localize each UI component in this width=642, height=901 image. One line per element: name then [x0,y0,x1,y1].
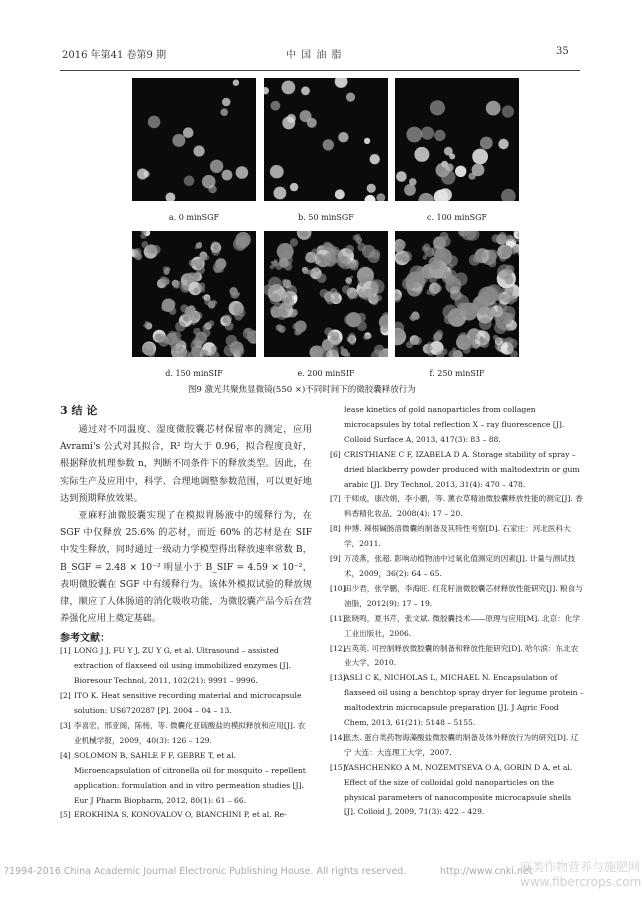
microcapsule-fragment [364,334,369,339]
microcapsule-particle [406,127,422,143]
microcapsule-particle [346,93,355,102]
microcapsule-fragment [201,350,207,356]
microcapsule-fragment [154,334,161,341]
microcapsule-particle [270,165,283,178]
microcapsule-particle [376,193,385,201]
microcapsule-particle [183,127,194,138]
microcapsule-fragment [447,255,458,266]
micrograph-f-svg [395,231,519,357]
microcapsule-particle [472,149,488,165]
microcapsule-fragment [356,313,366,323]
microcapsule-particle [421,127,434,140]
microcapsule-fragment [293,323,300,330]
reference-item [330,642,584,672]
microcapsule-fragment [223,318,228,323]
reference-item [330,552,584,582]
microcapsule-particle [172,134,185,147]
microcapsule-particle [441,170,456,185]
microcapsule-fragment [214,266,222,274]
reference-item [60,644,312,689]
microcapsule-particle [290,183,298,191]
microcapsule-particle [301,86,310,95]
reference-item [330,731,584,761]
micrograph-d [132,231,256,357]
right-column [330,403,584,820]
microcapsule-fragment [164,280,169,285]
microcapsule-fragment [226,335,238,347]
panel-caption-a: a. 0 minSGF [168,213,220,222]
reference-number: [1] [60,646,71,656]
microcapsule-particle [271,101,281,111]
microcapsule-fragment [467,337,475,345]
microcapsule-fragment [199,283,205,289]
page-number: 35 [556,46,569,57]
microcapsule-fragment [492,234,500,242]
microcapsule-fragment [480,338,485,343]
microcapsule-fragment [303,271,307,275]
microcapsule-fragment [333,291,340,298]
microcapsule-fragment [202,329,211,338]
microcapsule-particle [307,118,317,128]
reference-item [330,492,584,522]
microcapsule-fragment [479,317,492,330]
microcapsule-fragment [233,303,244,314]
microcapsule-fragment [334,297,341,304]
microcapsule-fragment [151,245,161,255]
microcapsule-fragment [496,292,505,301]
microcapsule-fragment [348,293,355,300]
microcapsule-fragment [279,260,285,266]
microcapsule-fragment [368,251,380,263]
microcapsule-fragment [200,254,207,261]
microcapsule-particle [222,98,231,107]
microcapsule-fragment [428,257,441,270]
microcapsule-fragment [413,337,422,346]
figure-caption: 图9 激光共聚焦显微镜(550 ×)不同时间下的微胶囊释放行为 [188,385,416,395]
reference-text: SOLOMON B, SAHLE F F, GEBRE T, et al. Microencapsulation of citronella oil for mosquito – repellent application: formulation and in vitro permeation studies [J]. Eur J Pharm Biopharm, 2012, 80(1): 61 – 66. [74,750,306,805]
microcapsule-fragment [195,246,198,249]
reference-item [330,448,584,493]
microcapsule-particle [444,147,453,156]
microcapsule-fragment [342,285,350,293]
reference-text: YASHCHENKO A M, NOZEMTSEVA O A, GORIN D A, et al. Effect of the size of colloidal gold nanoparticles on the physical parameters of nanocomposite microcapsule shells [J]. Colloid J, 2009, 71(3): 422 – 429. [344,762,573,817]
microcapsule-particle [210,160,223,173]
microcapsule-fragment [224,345,236,357]
reference-text: 万凌燕，张超. 影响动植物油中过氧化值测定的因素[J]. 计量与测试技术，2009，36(2): 64 – 65. [344,554,576,578]
panel-caption-c: c. 100 minSGF [426,213,488,222]
reference-number: [9] [330,554,341,564]
microcapsule-fragment [142,241,149,248]
reference-item [330,612,584,642]
microcapsule-fragment [480,252,487,259]
microcapsule-fragment [176,281,180,285]
reference-item [60,749,312,809]
reference-number: [3] [60,720,71,730]
microcapsule-fragment [496,338,499,341]
microcapsule-fragment [346,277,349,280]
reference-item [330,671,584,731]
panel-caption-f: f. 250 minSIF [429,369,485,378]
reference-text: 张晓鸣，夏书芹，张文斌. 微胶囊技术——原理与应用[M]. 北京：化学工业出版社，2006. [344,613,580,638]
references-right [330,448,584,821]
microcapsule-particle [220,108,228,116]
microcapsule-fragment [431,291,436,296]
reference-number: [14] [330,732,346,742]
micrograph-b [264,78,388,201]
microcapsule-particle [430,100,445,115]
microcapsule-fragment [183,274,190,281]
microcapsule-fragment [434,284,442,292]
panel-caption-b: b. 50 minSGF [298,213,354,222]
microcapsule-fragment [441,348,448,355]
reference-number: [8] [330,524,341,534]
reference-item [60,719,312,749]
microcapsule-fragment [507,339,517,349]
reference-number: [2] [60,691,71,701]
cnki-url[interactable]: http://www.cnki.net [440,866,533,877]
microcapsule-fragment [423,255,427,259]
microcapsule-fragment [245,328,251,334]
microcapsule-particle [282,81,296,95]
microcapsule-particle [480,137,493,150]
microcapsule-particle [236,166,249,179]
microcapsule-fragment [371,282,379,290]
microcapsule-fragment [436,330,443,337]
microcapsule-fragment [190,305,194,309]
microcapsule-fragment [504,316,512,324]
reference-number: [5] [60,810,71,820]
micrograph-d-svg [132,231,256,357]
microcapsule-fragment [348,333,355,340]
microcapsule-fragment [235,346,245,356]
microcapsule-fragment [402,278,415,291]
microcapsule-fragment [169,307,177,315]
microcapsule-fragment [324,254,337,267]
microcapsule-particle [202,175,216,189]
reference-item [330,582,584,612]
microcapsule-fragment [275,325,281,331]
microcapsule-fragment [426,290,431,295]
micrograph-c [395,78,519,201]
microcapsule-fragment [161,304,168,311]
microcapsule-fragment [142,343,154,355]
microcapsule-particle [370,154,380,164]
microcapsule-fragment [500,235,509,244]
microcapsule-fragment [289,285,293,289]
microcapsule-fragment [440,232,449,241]
reference-text: ASLI C K, NICHOLAS L, MICHAEL N. Encapsulation of flaxseed oil using a benchtop spray dryer for legume protein – maltodextrin microcapsule preparation [J]. J Agric Food Chem, 2013, 61(21): 5148 – 5155. [344,673,584,728]
microcapsule-particle [469,173,476,180]
microcapsule-fragment [344,314,355,325]
microcapsule-fragment [194,288,200,294]
microcapsule-fragment [136,253,142,259]
micrograph-a-svg [132,78,256,201]
microcapsule-fragment [230,292,236,298]
microcapsule-fragment [184,316,190,322]
microcapsule-particle [455,166,466,177]
conclusion-paragraph-1: 通过对不同温度、湿度微胶囊芯材保留率的测定，应用 Avrami's 公式对其拟合，R² 均大于 0.96，拟合程度良好，根据释放机理参数 n，判断不同条件下的释放类型。因此，在实际生产及应用中，科学、合理地调整参数范围，可以更好地达到预期释放效果。 [60,424,312,504]
microcapsule-particle [501,189,516,201]
microcapsule-particle [233,80,239,86]
microcapsule-fragment [175,321,185,331]
microcapsule-fragment [505,275,514,284]
microcapsule-particle [335,189,345,199]
micrograph-f [395,231,519,357]
microcapsule-fragment [169,300,175,306]
micrograph-b-svg [264,78,388,201]
microcapsule-fragment [193,312,199,318]
microcapsule-fragment [345,245,354,254]
reference-text: 田少君，张学鹏，李海旺. 红花籽油微胶囊芯材释放性能研究[J]. 粮食与油脂，2012(9): 17 – 19. [344,583,583,608]
microcapsule-fragment [166,267,170,271]
microcapsule-fragment [324,327,332,335]
microcapsule-fragment [506,327,511,332]
reference-text: LONG J J, FU Y J, ZU Y G, et al. Ultrasound – assisted extraction of flaxseed oil using immobilized enzymes [J]. Bioresour Technol, 2011, 102(21): 9991 – 9996. [74,646,292,686]
microcapsule-fragment [347,280,352,285]
reference-text: 李喜宏，邢亚阁，陈杨，等. 微囊化亚硫酸盐的模拟释放和应用[J]. 农业机械学报，2009，40(3): 126 – 129. [74,720,306,745]
microcapsule-fragment [488,259,497,268]
microcapsule-fragment [212,300,216,304]
microcapsule-fragment [395,245,402,252]
reference-text: 张杰. 蛋白类药物海藻酸盐微胶囊的制备及体外释放行为的研究[D]. 辽宁 大连：大连理工大学，2007. [344,732,579,757]
microcapsule-fragment [452,348,456,352]
microcapsule-fragment [486,307,496,317]
panel-caption-e: e. 200 minSIF [297,369,355,378]
journal-title: 中 国 油 脂 [286,50,343,61]
section-heading: 3 结 论 [60,404,98,417]
microcapsule-particle [282,116,295,129]
microcapsule-fragment [416,266,426,276]
microcapsule-fragment [488,249,498,259]
microcapsule-particle [194,146,205,157]
copyright-notice: ?1994-2016 China Academic Journal Electronic Publishing House. All rights reserved. [4,866,407,877]
microcapsule-particle [367,184,376,193]
micrograph-e [264,231,388,357]
microcapsule-particle [166,193,176,202]
microcapsule-particle [338,132,348,142]
microcapsule-fragment [250,339,255,344]
microcapsule-fragment [286,280,291,285]
microcapsule-fragment [358,242,361,245]
reference-number: [15] [330,762,346,772]
micrograph-c-svg [395,78,519,201]
microcapsule-fragment [282,297,295,310]
micrograph-e-svg [264,231,388,357]
reference-text: 仲博. 辣根碱肠溶微囊的制备及其特性考察[D]. 石家庄：河北医科大学，2011. [344,524,571,549]
left-column [60,402,312,823]
microcapsule-fragment [270,294,281,305]
microcapsule-fragment [274,259,278,263]
reference-item [60,808,312,823]
reference-number: [6] [330,449,341,459]
watermark-logo: 麻类作物营养与施肥网 www.fibercrops.com [520,860,642,889]
microcapsule-fragment [474,344,479,349]
reference-number: [7] [330,494,341,504]
microcapsule-particle [404,184,416,196]
microcapsule-fragment [401,251,412,262]
microcapsule-particle [414,147,429,162]
microcapsule-fragment [357,321,367,331]
reference-item [60,689,312,719]
microcapsule-particle [184,176,195,187]
microcapsule-fragment [320,289,329,298]
microcapsule-fragment [236,292,240,296]
microcapsule-fragment [503,246,512,255]
header-rule [60,70,580,71]
journal-issue: 2016 年第41 卷第9 期 [62,50,167,61]
microcapsule-particle [323,139,334,150]
reference-text: 占英英. 可控制释放微胶囊的制备和释放性能研究[D]. 哈尔滨：东北农业大学，2010. [344,643,579,668]
reference-number: [13] [330,673,346,683]
microcapsule-fragment [204,299,211,306]
microcapsule-particle [364,138,370,144]
microcapsule-fragment [326,296,334,304]
microcapsule-fragment [314,266,320,272]
reference-continuation: lease kinetics of gold nanoparticles from collagen microcapsules by total reflection X – ray fluorescence [J]. Colloid Surface A, 2013, 417(3): 83 – 88. [344,405,565,444]
microcapsule-fragment [202,296,205,299]
microcapsule-fragment [208,320,214,326]
microcapsule-fragment [406,341,413,348]
microcapsule-particle [396,171,407,182]
microcapsule-fragment [353,235,359,241]
microcapsule-fragment [237,235,249,247]
microcapsule-fragment [180,304,188,312]
microcapsule-fragment [294,330,300,336]
reference-number: [10] [330,583,346,593]
microcapsule-fragment [271,261,274,264]
microcapsule-particle [148,116,161,129]
microcapsule-fragment [284,263,292,271]
references-heading: 参考文献： [60,633,110,645]
microcapsule-fragment [340,346,344,350]
microcapsule-fragment [325,345,330,350]
microcapsule-fragment [468,304,480,316]
microcapsule-fragment [193,328,201,336]
microcapsule-fragment [478,292,491,305]
micrograph-a [132,78,256,201]
conclusion-paragraph-2: 亚麻籽油微胶囊实现了在模拟胃肠液中的缓释行为，在 SGF 中仅释放 25.6% 的芯材，而近 60% 的芯材是在 SIF 中发生释放，同时通过一级动力学模型得出释放速率常数 B，B_SGF = 2.48 × 10⁻² 明显小于 B_SIF = 4.59 × 10⁻²，表明微胶囊在 SGF 中有缓释行为。该体外模拟试验的释放规律，顺应了人体肠道的消化吸收功能，为微胶囊产品今后在营养强化应用上奠定基础。 [60,510,312,625]
microcapsule-particle [486,101,501,116]
microcapsule-particle [137,169,148,180]
microcapsule-fragment [350,276,353,279]
microcapsule-particle [222,170,233,181]
reference-item [330,761,584,821]
microcapsule-fragment [270,265,275,270]
reference-item [330,522,584,552]
reference-text: EROKHINA S, KONOVALOV O, BIANCHINI P, et al. Re- [74,810,287,820]
reference-number: [12] [330,643,346,653]
reference-number: [11] [330,613,346,623]
microcapsule-fragment [178,347,187,356]
reference-number: [4] [60,750,71,760]
microcapsule-particle [434,130,445,141]
references-left [60,644,312,823]
microcapsule-fragment [211,346,218,353]
reference-text: CRISTHIANE C F, IZABELA D A. Storage stability of spray – dried blackberry powder produced with maltodextrin or gum arabic [J]. Dry Technol, 2013, 31(4): 470 – 478. [344,449,580,489]
microcapsule-fragment [460,334,467,341]
microcapsule-fragment [443,305,458,320]
microcapsule-particle [335,78,348,88]
microcapsule-particle [418,193,433,201]
microcapsule-fragment [469,254,480,265]
microcapsule-fragment [305,254,313,262]
microcapsule-fragment [317,273,327,283]
panel-caption-d: d. 150 minSIF [165,369,223,378]
microcapsule-fragment [396,254,403,261]
reference-text: ITO K. Heat sensitive recording material and microcapsule solution: US6720287 [P]. 2004 – 04 – 13. [74,691,302,716]
microcapsule-fragment [423,243,430,250]
microcapsule-fragment [290,238,298,246]
microcapsule-fragment [191,340,202,351]
microcapsule-fragment [362,289,374,301]
microcapsule-fragment [436,244,446,254]
microcapsule-particle [498,139,508,149]
microcapsule-fragment [143,324,147,328]
microcapsule-fragment [503,293,513,303]
microcapsule-fragment [211,247,220,256]
microcapsule-fragment [383,321,389,327]
microcapsule-particle [365,195,376,201]
microcapsule-fragment [442,272,454,284]
microcapsule-fragment [409,315,415,321]
reference-text: 于师成，康改娟，李小鹏，等. 薰衣草精油微胶囊释放性能的测定[J]. 香料香精化妆品，2008(4): 17 – 20. [344,494,583,519]
microcapsule-particle [274,187,287,200]
microcapsule-fragment [427,345,433,351]
microcapsule-particle [264,87,269,94]
microcapsule-particle [502,105,514,117]
